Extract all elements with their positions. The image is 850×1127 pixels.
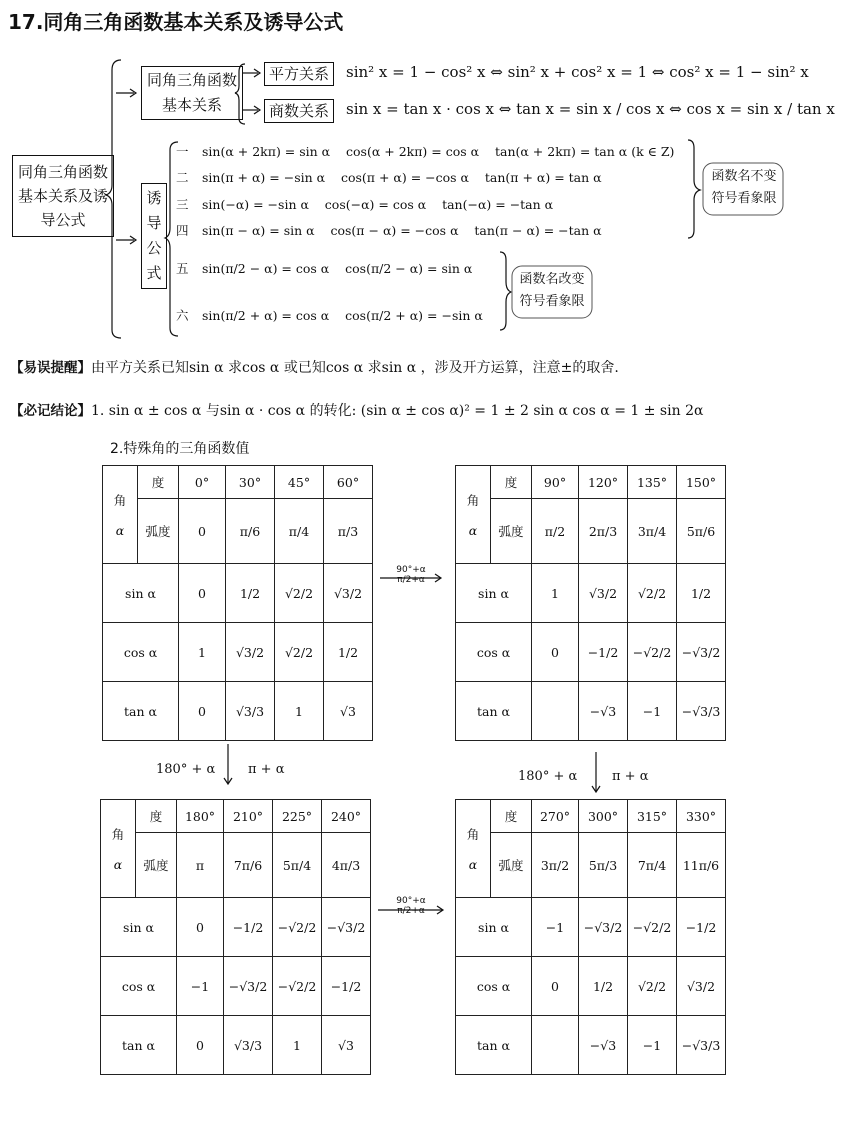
radian-value: 5π/3: [579, 833, 628, 898]
angle-header-cell: [101, 800, 136, 898]
radian-value: 5π/6: [677, 499, 726, 564]
induction-row-formulas: sin(α + 2kπ) = sin α cos(α + 2kπ) = cos α tan(α + 2kπ) = tan α (k ∈ Z): [202, 144, 675, 159]
rule-change-name-line1: 函数名改变: [519, 272, 585, 287]
function-name: tan α: [101, 1016, 177, 1075]
conclusion-lead: 【必记结论】: [10, 403, 91, 419]
function-value: −√3/2: [322, 898, 371, 957]
induction-row-number: 六: [176, 308, 189, 323]
induction-row: [176, 306, 483, 324]
radian-value: 2π/3: [579, 499, 628, 564]
function-name: cos α: [456, 623, 532, 682]
degree-value: 0°: [179, 466, 226, 499]
function-value: 1: [273, 1016, 322, 1075]
transition-bottom-lower: π/2+α: [397, 906, 425, 916]
function-name: sin α: [456, 564, 532, 623]
function-value: −1/2: [224, 898, 273, 957]
reminder-text: 由平方关系已知sin α 求cos α 或已知cos α 求sin α ，涉及开方运算，注意±的取舍.: [91, 360, 619, 376]
conclusion-text: 1. sin α ± cos α 与sin α · cos α 的转化: (sin α ± cos α)² = 1 ± 2 sin α cos α = 1 ± sin 2α: [91, 403, 704, 419]
radian-value: 7π/4: [628, 833, 677, 898]
function-value: −√3/2: [677, 623, 726, 682]
induction-row: [176, 221, 602, 239]
function-value: √2/2: [275, 564, 324, 623]
function-value: √3/2: [579, 564, 628, 623]
function-value: √3: [324, 682, 373, 741]
degree-label: 度: [491, 800, 532, 833]
function-value: 0: [177, 1016, 224, 1075]
degree-value: 135°: [628, 466, 677, 499]
function-value: √3: [322, 1016, 371, 1075]
radian-value: 5π/4: [273, 833, 322, 898]
radian-value: π/2: [532, 499, 579, 564]
radian-value: 7π/6: [224, 833, 273, 898]
induction-row-number: 一: [176, 144, 189, 159]
quotient-relation-label: 商数关系: [264, 99, 334, 123]
alpha-label: α: [115, 523, 125, 538]
rule-same-name-line1: 函数名不变: [711, 169, 777, 184]
radian-value: π/3: [324, 499, 373, 564]
function-value: −√3/3: [677, 682, 726, 741]
function-value: −√2/2: [628, 898, 677, 957]
transition-left-deg: 180° + α: [156, 762, 216, 777]
degree-value: 315°: [628, 800, 677, 833]
angle-header-cell: [456, 800, 491, 898]
degree-value: 180°: [177, 800, 224, 833]
induction-row: [176, 259, 472, 277]
function-value: 1/2: [677, 564, 726, 623]
induction-row: [176, 168, 602, 186]
transition-top-lower: π/2+α: [397, 575, 425, 585]
radian-value: 0: [179, 499, 226, 564]
function-value: −1: [532, 898, 579, 957]
degree-value: 30°: [226, 466, 275, 499]
induction-formula-box: 诱导公式: [141, 183, 167, 289]
radian-value: 11π/6: [677, 833, 726, 898]
function-value: 1: [179, 623, 226, 682]
angle-label: 角: [466, 827, 480, 842]
root-concept-box: 同角三角函数基本关系及诱导公式: [12, 155, 114, 237]
function-value: −√3/3: [677, 1016, 726, 1075]
function-value: 0: [532, 623, 579, 682]
function-name: sin α: [103, 564, 179, 623]
function-value: 0: [179, 682, 226, 741]
function-value: [532, 1016, 579, 1075]
degree-value: 150°: [677, 466, 726, 499]
rule-change-name-line2: 符号看象限: [519, 294, 585, 309]
transition-arrow-top: [388, 565, 434, 585]
radian-label: 弧度: [138, 499, 179, 564]
function-name: sin α: [101, 898, 177, 957]
induction-row: [176, 142, 674, 160]
function-value: −1: [177, 957, 224, 1016]
degree-value: 330°: [677, 800, 726, 833]
function-value: −1/2: [322, 957, 371, 1016]
radian-value: π/4: [275, 499, 324, 564]
function-name: tan α: [456, 1016, 532, 1075]
transition-right-deg: 180° + α: [518, 769, 578, 784]
induction-row-formulas: sin(π/2 + α) = cos α cos(π/2 + α) = −sin α: [202, 308, 483, 323]
induction-row-formulas: sin(π − α) = sin α cos(π − α) = −cos α tan(π − α) = −tan α: [202, 223, 602, 238]
alpha-label: α: [468, 523, 478, 538]
function-name: cos α: [101, 957, 177, 1016]
radian-label: 弧度: [491, 499, 532, 564]
function-value: √3/3: [226, 682, 275, 741]
function-name: tan α: [456, 682, 532, 741]
induction-row-formulas: sin(π/2 − α) = cos α cos(π/2 − α) = sin α: [202, 261, 473, 276]
function-value: 1/2: [226, 564, 275, 623]
degree-value: 225°: [273, 800, 322, 833]
function-value: −√2/2: [628, 623, 677, 682]
special-angle-table: [102, 465, 373, 741]
reminder-lead: 【易误提醒】: [10, 360, 91, 376]
function-value: 0: [179, 564, 226, 623]
reminder-line: [10, 356, 619, 377]
rule-same-name-note: [708, 166, 780, 210]
induction-row-number: 二: [176, 170, 189, 185]
function-value: [532, 682, 579, 741]
radian-value: π: [177, 833, 224, 898]
function-value: −1: [628, 682, 677, 741]
induction-row-number: 三: [176, 197, 189, 212]
induction-row-formulas: sin(−α) = −sin α cos(−α) = cos α tan(−α) = −tan α: [202, 197, 554, 212]
function-value: √2/2: [628, 957, 677, 1016]
alpha-label: α: [113, 857, 123, 872]
page-title: 17.同角三角函数基本关系及诱导公式: [8, 10, 344, 34]
rule-same-name-line2: 符号看象限: [711, 191, 777, 206]
degree-label: 度: [491, 466, 532, 499]
function-value: √3/2: [324, 564, 373, 623]
degree-value: 45°: [275, 466, 324, 499]
induction-row-number: 四: [176, 223, 189, 238]
function-value: √3/2: [226, 623, 275, 682]
basic-relations-box: 同角三角函数基本关系: [141, 66, 243, 120]
special-angle-table: [100, 799, 371, 1075]
transition-right-rad: π + α: [612, 769, 649, 784]
function-value: −√2/2: [273, 898, 322, 957]
degree-label: 度: [136, 800, 177, 833]
function-value: 1/2: [579, 957, 628, 1016]
angle-header-cell: [103, 466, 138, 564]
conclusion-line: [10, 399, 703, 420]
transition-left-rad: π + α: [248, 762, 285, 777]
special-angle-table: [455, 799, 726, 1075]
function-value: √2/2: [628, 564, 677, 623]
degree-label: 度: [138, 466, 179, 499]
transition-arrow-bottom: [388, 896, 434, 916]
induction-row-formulas: sin(π + α) = −sin α cos(π + α) = −cos α tan(π + α) = tan α: [202, 170, 602, 185]
induction-row-number: 五: [176, 261, 189, 276]
function-value: √3/3: [224, 1016, 273, 1075]
transition-top-upper: 90°+α: [396, 565, 426, 575]
square-relation-formula: sin² x = 1 − cos² x ⇔ sin² x + cos² x = 1 ⇔ cos² x = 1 − sin² x: [346, 63, 809, 81]
function-value: 0: [177, 898, 224, 957]
degree-value: 60°: [324, 466, 373, 499]
function-value: 0: [532, 957, 579, 1016]
induction-row: [176, 195, 553, 213]
degree-value: 240°: [322, 800, 371, 833]
angle-header-cell: [456, 466, 491, 564]
rule-change-name-note: [516, 269, 588, 313]
square-relation-label: 平方关系: [264, 62, 334, 86]
function-name: cos α: [103, 623, 179, 682]
radian-label: 弧度: [491, 833, 532, 898]
degree-value: 120°: [579, 466, 628, 499]
function-name: sin α: [456, 898, 532, 957]
radian-label: 弧度: [136, 833, 177, 898]
function-value: √3/2: [677, 957, 726, 1016]
radian-value: 3π/2: [532, 833, 579, 898]
function-value: 1: [532, 564, 579, 623]
function-value: −√3: [579, 1016, 628, 1075]
radian-value: 4π/3: [322, 833, 371, 898]
function-value: −1: [628, 1016, 677, 1075]
degree-value: 270°: [532, 800, 579, 833]
function-value: −1/2: [677, 898, 726, 957]
function-value: −1/2: [579, 623, 628, 682]
function-value: −√3/2: [224, 957, 273, 1016]
transition-bottom-upper: 90°+α: [396, 896, 426, 906]
function-value: −√2/2: [273, 957, 322, 1016]
function-value: 1/2: [324, 623, 373, 682]
radian-value: π/6: [226, 499, 275, 564]
special-angle-table: [455, 465, 726, 741]
function-value: −√3/2: [579, 898, 628, 957]
degree-value: 210°: [224, 800, 273, 833]
radian-value: 3π/4: [628, 499, 677, 564]
quotient-relation-formula: sin x = tan x · cos x ⇔ tan x = sin x / cos x ⇔ cos x = sin x / tan x: [346, 100, 835, 118]
function-value: √2/2: [275, 623, 324, 682]
degree-value: 300°: [579, 800, 628, 833]
function-name: cos α: [456, 957, 532, 1016]
angle-label: 角: [111, 827, 125, 842]
alpha-label: α: [468, 857, 478, 872]
special-angles-subtitle: 2.特殊角的三角函数值: [110, 441, 250, 457]
function-value: 1: [275, 682, 324, 741]
angle-label: 角: [113, 493, 127, 508]
angle-label: 角: [466, 493, 480, 508]
function-value: −√3: [579, 682, 628, 741]
degree-value: 90°: [532, 466, 579, 499]
function-name: tan α: [103, 682, 179, 741]
